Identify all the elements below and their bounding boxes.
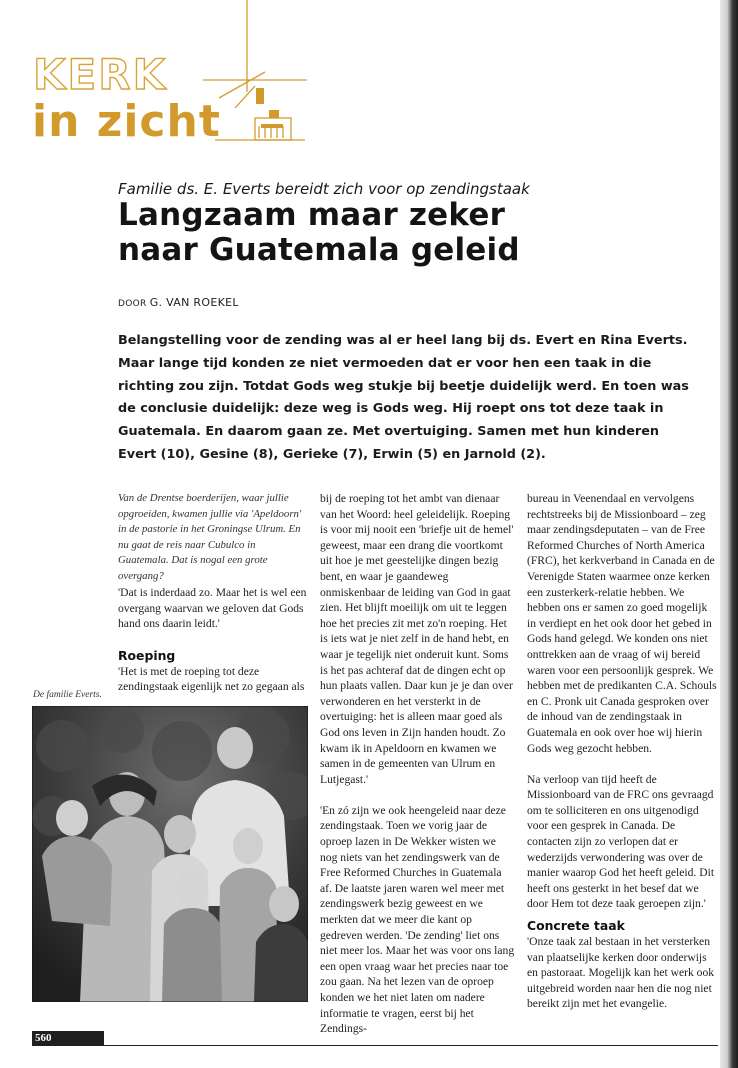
column-1 <box>118 491 308 710</box>
headline-line-1: Langzaam maar zeker <box>118 197 506 233</box>
masthead-in-zicht: in zicht <box>32 96 221 147</box>
paragraph: 'Onze taak zal bestaan in het versterken van plaatselijke kerken door onderwijs en pastoraat. Mogelijk kan het werk ook uitgebreid worden naar hen die nog niet bereikt zijn met het evangelie. <box>527 935 715 1011</box>
byline-author: G. VAN ROEKEL <box>149 296 239 309</box>
family-photo <box>32 706 308 1002</box>
church-logo-icon <box>195 0 315 148</box>
article-kicker: Familie ds. E. Everts bereidt zich voor op zendingstaak <box>118 180 530 198</box>
paragraph: bureau in Veenendaal en vervolgens rechtstreeks bij de Missionboard – zeg maar zendingsdeputaten – van de Free Reformed Churches of North America (FRC), het kerkverband in Canada en de Verenigde Staten waarmee onze kerken een zusterkerk-relatie hebben. We hebben ons er samen zo goed mogelijk in verdiept en het ook door het gebed in Gods hand gelegd. We konden ons niet onttrekken aan de vraag of wij bereid waren voor een persoonlijk gesprek. We hebben met de predikanten C.A. Schouls en C. Pronk uit Canada gesproken over de inhoud van de zendingstaak in Guatemala en ook over hoe wij hierin Gods weg gezocht hebben. <box>527 492 717 755</box>
byline <box>118 296 239 309</box>
page-binding-edge <box>720 0 738 1068</box>
byline-prefix: DOOR <box>118 299 147 309</box>
paragraph: Na verloop van tijd heeft de Missionboard van de FRC ons gevraagd om te solliciteren en ons uitgenodigd voor een gesprek in Canada. De contacten zijn zo verlopen dat er wederzijds verwondering was over de manier waarop God het heeft geleid. Dit heeft ons gesterkt in het besef dat we door Hem tot deze taak geroepen zijn.' <box>527 772 715 911</box>
interview-question: Van de Drentse boerderijen, waar jullie opgroeiden, kwamen jullie via 'Apeldoorn' in de pastorie in het Groningse Ulrum. En nu gaat de reis naar Cubulco in Guatemala. Dat is nogal een grote overgang? <box>118 492 302 582</box>
column-3 <box>527 491 717 1028</box>
article-lead: Belangstelling voor de zending was al er heel lang bij ds. Evert en Rina Everts. Maar lange tijd konden ze niet vermoeden dat er voor hen een taak in die richting zou zijn. Totdat Gods weg stukje bij beetje duidelijk werd. En toen was de conclusie duidelijk: deze weg is Gods weg. Hij roept ons tot deze taak in Guatemala. En daarom gaan ze. Met overtuiging. Samen met hun kinderen Evert (10), Gesine (8), Gerieke (7), Erwin (5) en Jarnold (2). <box>118 333 689 462</box>
interview-answer: 'Dat is inderdaad zo. Maar het is wel een overgang waarvan we geloven dat Gods hand ons daarin leidt.' <box>118 586 307 631</box>
section-heading-concrete-taak: Concrete taak <box>527 918 625 934</box>
masthead-kerk: KERK <box>33 50 168 99</box>
headline-line-2: naar Guatemala geleid <box>118 232 520 268</box>
photo-caption: De familie Everts. <box>33 690 102 700</box>
paragraph: bij de roeping tot het ambt van dienaar van het Woord: heel geleidelijk. Roeping is voor mij nooit een 'briefje uit de hemel' geweest, maar een drang die voortkomt uit hoe je met geestelijke dingen bezig bent, en waar je gaandeweg onmiskenbaar de leiding van God in gaat zien. Het blijft moeilijk om uit te leggen hoe het precies zit met zo'n roeping. Het is iets wat je niet zelf in de hand hebt, en waar je tegelijk niet onderuit kunt. Soms is het pas achteraf dat de dingen echt op hun plaats vallen. Daar kun je je dan over verwonderen en het versterkt in de overtuiging: het is alleen maar goed als God ons leven in Zijn handen houdt. Zo kwam ik in Apeldoorn en kwamen we samen in de gemeenten van Ulrum en Lutjegast.' <box>320 492 514 786</box>
column-2 <box>320 491 515 1052</box>
paragraph: 'Het is met de roeping tot deze zendingstaak eigenlijk net zo gegaan als <box>118 664 305 694</box>
section-heading-roeping: Roeping <box>118 647 176 663</box>
page-number: 560 <box>32 1031 104 1046</box>
footer-rule <box>104 1045 718 1046</box>
article-headline <box>118 198 520 268</box>
paragraph: 'En zó zijn we ook heengeleid naar deze zendingstaak. Toen we vorig jaar de oproep lazen in De Wekker wisten we nog niets van het zendingswerk van de Free Reformed Churches in Guatemala af. De laatste jaren waren wel meer met zendingswerk bezig geweest en we merkten dat we meer die kant op gedreven werden. 'De zending' liet ons niet meer los. Maar het was voor ons lang een open vraag waar het precies naar toe zou gaan. Na het lezen van de oproep konden we het niet laten om nadere informatie te vragen, eerst bij het Zendings- <box>320 803 515 1036</box>
